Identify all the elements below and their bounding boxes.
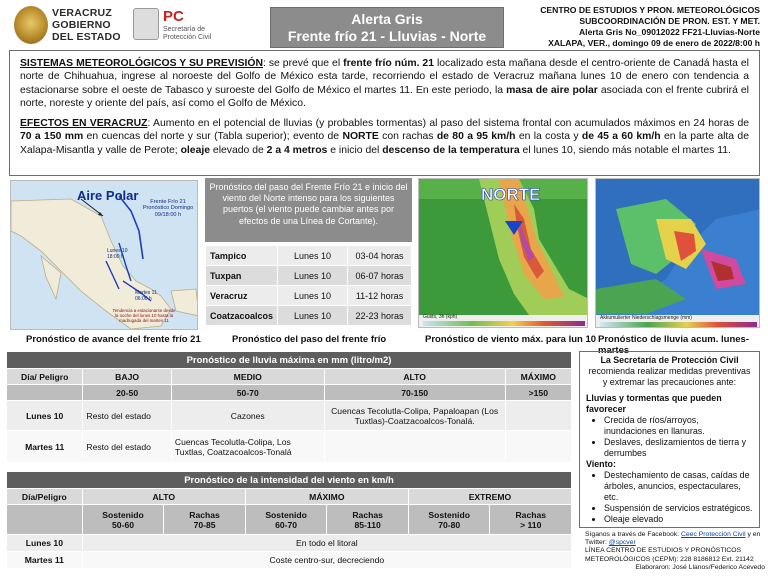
cell-alto xyxy=(324,431,505,463)
wind-table xyxy=(6,471,572,569)
footer-authors: Elaboraron: José Llanos/Federico Acevedo xyxy=(635,563,765,571)
rec-rain-heading: Lluvias y tormentas que pueden favorecer xyxy=(586,393,722,414)
row-text: Coste centro-sur, decreciendo xyxy=(82,552,571,569)
rain-map-graphic xyxy=(596,179,760,328)
rain-legend: Akkumulierter Niederschlagsmenge (mm) xyxy=(600,315,692,321)
rain-range: >150 xyxy=(505,385,571,401)
table-row xyxy=(206,246,412,266)
monday-label: Lunes 10 18:00 h xyxy=(107,248,128,260)
pc-logo-text: PC xyxy=(163,8,184,25)
alert-title: Alerta Gris xyxy=(351,11,423,27)
rain-table-title: Pronóstico de lluvia máxima en mm (litro/m2) xyxy=(7,352,572,369)
wind-table-title: Pronóstico de la intensidad del viento en km/h xyxy=(7,472,572,489)
row-day: Martes 11 xyxy=(7,431,83,463)
wind-sub: Sostenido 60-70 xyxy=(245,505,327,535)
tendency-note: Tendencia a estacionarse desde la noche del lunes 10 hasta la madrugada del martes 11 xyxy=(112,308,176,323)
footer-center-line: LÍNEA CENTRO DE ESTUDIOS Y PRONÓSTICOS METEOROLÓGICOS (CEPM): 228 8186812 Ext. 21142 xyxy=(585,547,754,563)
center-line: Alerta Gris No_09012022 FF21-Lluvias-Norte xyxy=(578,27,760,37)
cell-medio: Cuencas Tecolutla-Colipa, Los Tuxtlas, Coatzacoalcos-Tonalá xyxy=(171,431,324,463)
wind-sub: Sostenido 70-80 xyxy=(408,505,490,535)
wind-map-caption: Pronóstico de viento máx. para lun 10 xyxy=(425,334,597,345)
rain-accum-map xyxy=(595,178,760,328)
wind-sub: Rachas 70-85 xyxy=(164,505,245,535)
table-row xyxy=(7,431,572,463)
center-line: XALAPA, VER., domingo 09 de enero de 2022/8:00 h xyxy=(548,38,760,48)
port-day: Lunes 10 xyxy=(278,246,348,266)
footer-social: Síganos a través de Facebook: Ceec Protección Civil y en Twitter: @spcver xyxy=(585,531,761,547)
rain-col-day: Día/ Peligro xyxy=(7,369,83,385)
table-row xyxy=(206,306,412,326)
effects-paragraph: EFECTOS EN VERACRUZ: Aumento en el potencial de lluvias (y probables tormentas) al paso del sistema frontal con acumulados máximos en 24 horas de 70 a 150 mm en cuencas del norte y sur (Tabla superior); evento de NORTE con rachas de 80 a 95 km/h en la costa y de 45 a 60 km/h en la parte alta de Xalapa-Misantla y valle de Perote; oleaje elevado de 2 a 4 metros e inicio del descenso de la temperatura el lunes 10, siendo más notable el martes 11. xyxy=(20,118,749,156)
center-line: SUBCOORDINACIÓN DE PRON. EST. Y MET. xyxy=(579,16,760,26)
list-item: • Deslaves, deslizamientos de tierra y derrumbes xyxy=(604,437,753,459)
rain-range: 50-70 xyxy=(171,385,324,401)
wind-sub: Sostenido 50-60 xyxy=(82,505,164,535)
port-day: Lunes 10 xyxy=(278,306,348,326)
cell-bajo: Resto del estado xyxy=(83,401,171,431)
row-day: Lunes 10 xyxy=(7,401,83,431)
port-name: Tampico xyxy=(206,246,278,266)
cell-medio: Cazones xyxy=(171,401,324,431)
list-item: • Oleaje elevado xyxy=(604,514,753,525)
port-hours: 22-23 horas xyxy=(348,306,412,326)
facebook-link[interactable]: Ceec Protección Civil xyxy=(680,531,746,538)
ports-intro: Pronóstico del paso del Frente Frío 21 e inicio del viento del Norte intenso para los siguientes puertos (el viento puede cambiar antes por efectos de una Línea de Cortante). xyxy=(205,178,412,242)
row-day: Martes 11 xyxy=(7,552,83,569)
table-row xyxy=(7,552,572,569)
list-item: • Crecida de ríos/arroyos, inundaciones en llanuras. xyxy=(604,415,753,437)
wind-level: EXTREMO xyxy=(408,489,571,505)
cell-bajo: Resto del estado xyxy=(83,431,171,463)
wind-col-day: Día/Peligro xyxy=(7,489,83,505)
list-item: • Suspensión de servicios estratégicos. xyxy=(604,503,753,514)
summary-box xyxy=(9,50,760,176)
port-hours: 11-12 horas xyxy=(348,286,412,306)
port-day: Lunes 10 xyxy=(278,286,348,306)
alert-subtitle: Frente frío 21 - Lluvias - Norte xyxy=(287,28,487,44)
table-row xyxy=(206,286,412,306)
table-row xyxy=(7,535,572,552)
list-item: • Destechamiento de casas, caídas de árboles, anuncios, espectaculares, etc. xyxy=(604,470,753,503)
pc-logo-subtitle: Secretaría de Protección Civil xyxy=(163,26,212,41)
rain-range: 20-50 xyxy=(83,385,171,401)
wind-level: ALTO xyxy=(82,489,245,505)
recommendations-box xyxy=(579,351,760,528)
front-forecast-map xyxy=(10,180,198,330)
port-hours: 03-04 horas xyxy=(348,246,412,266)
rain-range: 70-150 xyxy=(324,385,505,401)
port-name: Coatzacoalcos xyxy=(206,306,278,326)
cell-max xyxy=(505,401,571,431)
ports-table xyxy=(205,245,412,326)
ports-caption: Pronóstico del paso del frente frío xyxy=(232,334,387,345)
wind-gust-map xyxy=(418,178,588,328)
wind-arrow-icon xyxy=(505,221,523,235)
norte-label: NORTE xyxy=(481,185,541,204)
wind-sub: Rachas > 110 xyxy=(490,505,572,535)
row-text: En todo el litoral xyxy=(82,535,571,552)
front-map-caption: Pronóstico de avance del frente frío 21 xyxy=(26,334,201,345)
footer xyxy=(585,531,765,572)
veracruz-seal-logo xyxy=(14,6,48,44)
wind-legend: Gusts, 3h (kph) xyxy=(423,314,458,320)
header-logos xyxy=(0,0,268,50)
rec-intro: La Secretaría de Protección Civil recomienda realizar medidas preventivas y extremar las precauciones ante: xyxy=(588,355,751,387)
port-name: Tuxpan xyxy=(206,266,278,286)
cell-max xyxy=(505,431,571,463)
rain-level: MÁXIMO xyxy=(505,369,571,385)
air-polar-label: Aire Polar xyxy=(77,188,139,203)
twitter-link[interactable]: @spcver xyxy=(608,539,636,547)
port-hours: 06-07 horas xyxy=(348,266,412,286)
rec-wind-heading: Viento: xyxy=(586,459,616,469)
center-line: CENTRO DE ESTUDIOS Y PRON. METEOROLÓGICOS xyxy=(540,5,760,15)
rain-table xyxy=(6,351,572,463)
rec-wind-list xyxy=(604,470,753,525)
rec-rain-list xyxy=(604,415,753,459)
port-name: Veracruz xyxy=(206,286,278,306)
row-day: Lunes 10 xyxy=(7,535,83,552)
rain-map-caption: Pronóstico de lluvia acum. lunes-martes xyxy=(598,334,749,356)
port-day: Lunes 10 xyxy=(278,266,348,286)
center-info xyxy=(498,5,760,49)
table-row xyxy=(7,401,572,431)
systems-paragraph: SISTEMAS METEOROLÓGICOS Y SU PREVISIÓN: se prevé que el frente frío núm. 21 localizado esta mañana desde el centro-oriente de Canadá hasta el norte de Chihuahua, ingrese al noroeste del Golfo de México esta tarde, recorriendo el estado de Veracruz mañana lunes 10 de enero con tendencia a estacionarse sobre el oeste de Tabasco y suroeste del Golfo de México el martes 11. En este periodo, la masa de aire polar asociada con el frente cubrirá el norte, noreste y oriente del país, así como el Golfo de México. xyxy=(20,58,749,109)
rain-level: MEDIO xyxy=(171,369,324,385)
wind-level: MÁXIMO xyxy=(245,489,408,505)
cell-alto: Cuencas Tecolutla-Colipa, Papaloapan (Los Tuxtlas)-Coatzacoalcos-Tonalá. xyxy=(324,401,505,431)
front-label: Frente Frío 21 Pronóstico Domingo 09/18:00 h xyxy=(142,199,194,218)
rain-level: ALTO xyxy=(324,369,505,385)
veracruz-logo-text: VERACRUZ GOBIERNO DEL ESTADO xyxy=(52,7,121,43)
wind-sub: Rachas 85-110 xyxy=(327,505,408,535)
pc-seal-logo xyxy=(133,8,159,40)
tuesday-label: Martes 11 06:00 h xyxy=(135,290,157,302)
table-row xyxy=(206,266,412,286)
alert-title-box xyxy=(270,7,504,48)
rain-level: BAJO xyxy=(83,369,171,385)
